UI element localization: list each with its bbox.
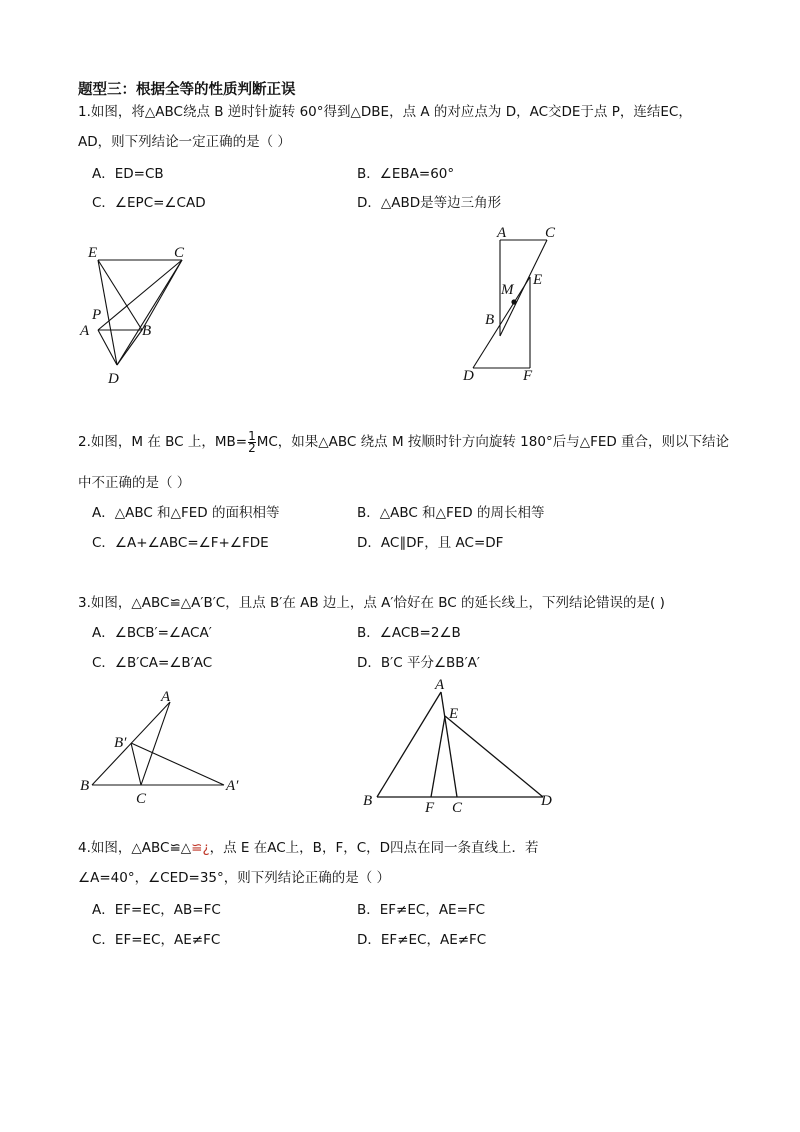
q3-option-c[interactable]: C．∠B′CA=∠B′AC bbox=[92, 655, 213, 671]
label-B: B bbox=[80, 778, 90, 794]
q2-text-part1: 2.如图，M 在 BC 上，MB= bbox=[78, 434, 248, 450]
label-C: C bbox=[452, 800, 463, 816]
label-P: P bbox=[92, 307, 102, 323]
q1-option-a[interactable]: A．ED=CB bbox=[92, 166, 164, 182]
q2-option-a[interactable]: A．△ABC 和△FED 的面积相等 bbox=[92, 505, 280, 521]
label-C: C bbox=[136, 791, 147, 807]
q4-text-line1 bbox=[78, 836, 539, 856]
label-A: A bbox=[80, 323, 90, 339]
label-B: B bbox=[485, 312, 495, 328]
fraction-one-half bbox=[248, 428, 256, 455]
label-D: D bbox=[108, 371, 119, 387]
label-D: D bbox=[463, 368, 474, 384]
q4-figure-congruent bbox=[355, 672, 565, 817]
label-E: E bbox=[88, 245, 98, 261]
q1-option-c[interactable]: C．∠EPC=∠CAD bbox=[92, 195, 206, 211]
q3-text-line1: 3.如图，△ABC≌△A′B′C，且点 B′在 AB 边上，点 A′恰好在 BC 的延长线上，下列结论错误的是( ) bbox=[78, 595, 665, 611]
q2-option-b[interactable]: B．△ABC 和△FED 的周长相等 bbox=[357, 505, 545, 521]
segment-EF bbox=[431, 716, 445, 797]
q4-text-line2: ∠A=40°，∠CED=35°，则下列结论正确的是（ ） bbox=[78, 870, 391, 886]
q1-figure-right bbox=[455, 222, 575, 384]
label-M: M bbox=[501, 282, 514, 298]
label-A: A bbox=[435, 677, 445, 693]
q4-option-a[interactable]: A．EF=EC，AB=FC bbox=[92, 902, 221, 918]
segment-CD bbox=[117, 260, 182, 365]
q3-figure-congruent bbox=[78, 688, 253, 808]
label-F: F bbox=[523, 368, 533, 384]
fraction-numerator: 1 bbox=[248, 428, 256, 443]
q3-option-b[interactable]: B．∠ACB=2∠B bbox=[357, 625, 461, 641]
q4-text-part1: 4.如图，△ABC≌△ bbox=[78, 840, 192, 856]
label-C: C bbox=[545, 225, 556, 241]
point-M bbox=[511, 299, 516, 304]
section-title: 题型三：根据全等的性质判断正误 bbox=[78, 82, 296, 98]
label-D: D bbox=[541, 793, 552, 809]
q3-option-a[interactable]: A．∠BCB′=∠ACA′ bbox=[92, 625, 212, 641]
q4-garbled-symbol: ≌¿ bbox=[191, 840, 210, 856]
q2-option-d[interactable]: D．AC∥DF，且 AC=DF bbox=[357, 535, 504, 551]
segment-AB bbox=[377, 692, 441, 797]
label-A: A bbox=[161, 689, 171, 705]
q2-text-part2: MC，如果△ABC 绕点 M 按顺时针方向旋转 180°后与△FED 重合，则以下结论 bbox=[256, 434, 730, 450]
segment-AC bbox=[98, 260, 182, 330]
label-B-prime: B′ bbox=[114, 735, 127, 751]
segment-ED bbox=[445, 716, 543, 797]
label-A-prime: A′ bbox=[226, 778, 239, 794]
label-E: E bbox=[533, 272, 543, 288]
label-E: E bbox=[449, 706, 459, 722]
q2-text-line1 bbox=[78, 430, 729, 454]
q1-text-line1: 1.如图，将△ABC绕点 B 逆时针旋转 60°得到△DBE，点 A 的对应点为 D，AC交DE于点 P，连结EC， bbox=[78, 104, 692, 120]
q2-option-c[interactable]: C．∠A+∠ABC=∠F+∠FDE bbox=[92, 535, 269, 551]
q3-option-d[interactable]: D．B′C 平分∠BB′A′ bbox=[357, 655, 480, 671]
q1-option-d[interactable]: D．△ABD是等边三角形 bbox=[357, 195, 502, 211]
q1-option-b[interactable]: B．∠EBA=60° bbox=[357, 166, 455, 182]
label-B: B bbox=[142, 323, 152, 339]
segment-AC bbox=[141, 702, 170, 785]
fraction-denominator: 2 bbox=[248, 440, 256, 455]
q2-text-line2: 中不正确的是（ ） bbox=[78, 475, 191, 491]
q4-text-part2: ，点 E 在AC上，B，F，C，D四点在同一条直线上．若 bbox=[209, 840, 539, 856]
q4-option-d[interactable]: D．EF≠EC，AE≠FC bbox=[357, 932, 487, 948]
label-A: A bbox=[497, 225, 507, 241]
q1-text-line2: AD，则下列结论一定正确的是（ ） bbox=[78, 134, 291, 150]
segment-B-prime-A-prime bbox=[131, 743, 224, 785]
label-C: C bbox=[174, 245, 185, 261]
q4-option-b[interactable]: B．EF≠EC，AE=FC bbox=[357, 902, 486, 918]
q1-figure-rotation bbox=[70, 235, 210, 390]
label-F: F bbox=[425, 800, 435, 816]
label-B: B bbox=[363, 793, 373, 809]
q4-option-c[interactable]: C．EF=EC，AE≠FC bbox=[92, 932, 221, 948]
segment-B-prime-C bbox=[131, 743, 141, 785]
